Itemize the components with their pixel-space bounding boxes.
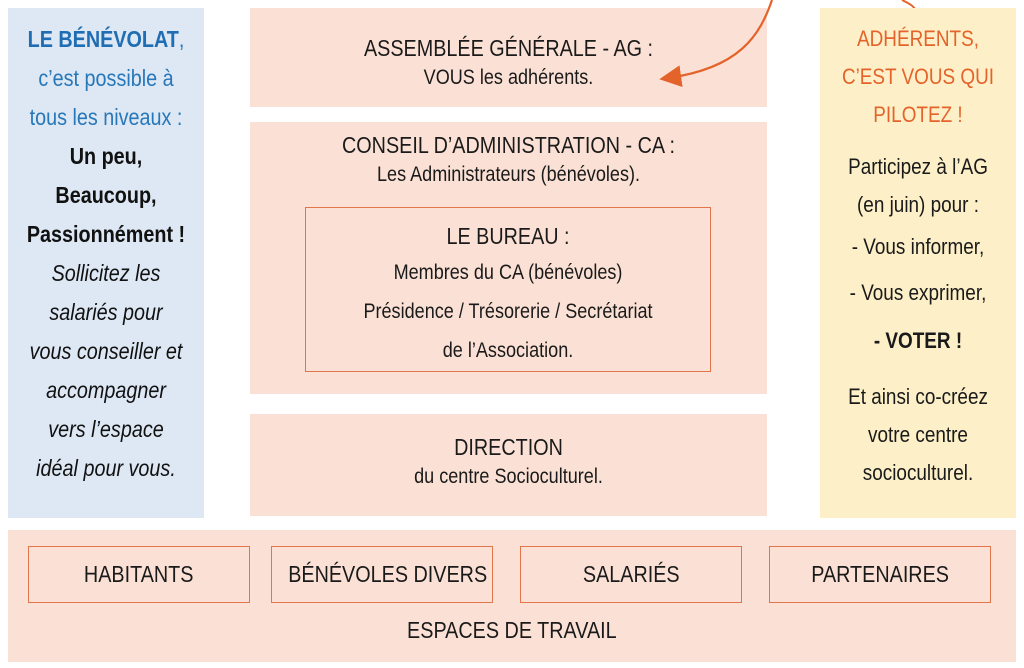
advice-line-1: Sollicitez les bbox=[51, 260, 161, 286]
advice-line-3: vous conseiller et bbox=[29, 338, 183, 364]
direction-title: DIRECTION bbox=[454, 434, 563, 460]
board-of-directors-title: CONSEIL D’ADMINISTRATION - CA : bbox=[341, 132, 676, 158]
members-body-4: - Vous exprimer, bbox=[849, 280, 987, 305]
level-passionately: Passionnément ! bbox=[26, 221, 186, 247]
members-headline-3: PILOTEZ ! bbox=[873, 102, 963, 127]
curved-arrow-icon bbox=[640, 0, 780, 100]
members-closing-1: Et ainsi co-créez bbox=[848, 384, 988, 409]
board-of-directors-subtitle: Les Administrateurs (bénévoles). bbox=[377, 163, 640, 186]
work-spaces-band bbox=[8, 530, 1016, 662]
advice-line-2: salariés pour bbox=[49, 299, 163, 325]
work-space-employees-label: SALARIÉS bbox=[582, 561, 680, 587]
bureau-title: LE BUREAU : bbox=[446, 223, 570, 249]
work-spaces-label: ESPACES DE TRAVAIL bbox=[407, 617, 617, 643]
advice-line-4: accompagner bbox=[46, 377, 166, 403]
work-space-partners-label: PARTENAIRES bbox=[811, 561, 949, 587]
level-a-lot: Beaucoup, bbox=[55, 182, 157, 208]
work-space-partners bbox=[769, 546, 991, 603]
level-a-little: Un peu, bbox=[69, 143, 143, 169]
bureau-line-association: de l’Association. bbox=[442, 339, 574, 362]
members-body-2: (en juin) pour : bbox=[856, 192, 979, 217]
work-space-residents-label: HABITANTS bbox=[84, 561, 194, 587]
members-closing-3: socioculturel. bbox=[862, 460, 974, 485]
members-body-1: Participez à l’AG bbox=[848, 154, 988, 179]
work-space-residents bbox=[28, 546, 250, 603]
bureau-line-roles: Présidence / Trésorerie / Secrétariat bbox=[363, 300, 653, 323]
work-space-volunteers-label: BÉNÉVOLES DIVERS bbox=[288, 561, 488, 587]
advice-line-5: vers l’espace bbox=[48, 416, 164, 442]
general-assembly-title: ASSEMBLÉE GÉNÉRALE - AG : bbox=[363, 35, 654, 61]
volunteering-title-line bbox=[22, 20, 191, 59]
members-panel bbox=[820, 8, 1016, 518]
volunteering-intro-1: c’est possible à bbox=[38, 65, 174, 91]
advice-line-6: idéal pour vous. bbox=[36, 455, 176, 481]
members-headline-1: ADHÉRENTS, bbox=[857, 26, 979, 51]
members-headline-2: C’EST VOUS QUI bbox=[841, 64, 995, 89]
members-vote: - VOTER ! bbox=[873, 328, 963, 353]
volunteering-intro-2: tous les niveaux : bbox=[29, 104, 183, 130]
volunteering-title-comma: , bbox=[178, 26, 185, 52]
volunteering-title: LE BÉNÉVOLAT bbox=[27, 26, 179, 52]
direction-box bbox=[250, 414, 767, 516]
work-space-employees bbox=[520, 546, 742, 603]
direction-subtitle: du centre Socioculturel. bbox=[414, 465, 603, 488]
bureau-box bbox=[305, 207, 711, 372]
volunteering-panel bbox=[8, 8, 204, 518]
bureau-line-members: Membres du CA (bénévoles) bbox=[393, 261, 623, 284]
work-spaces-label-row bbox=[8, 614, 1016, 646]
general-assembly-subtitle: VOUS les adhérents. bbox=[423, 66, 594, 89]
members-closing-2: votre centre bbox=[868, 422, 968, 447]
members-body-3: - Vous informer, bbox=[851, 234, 985, 259]
work-space-volunteers bbox=[271, 546, 493, 603]
